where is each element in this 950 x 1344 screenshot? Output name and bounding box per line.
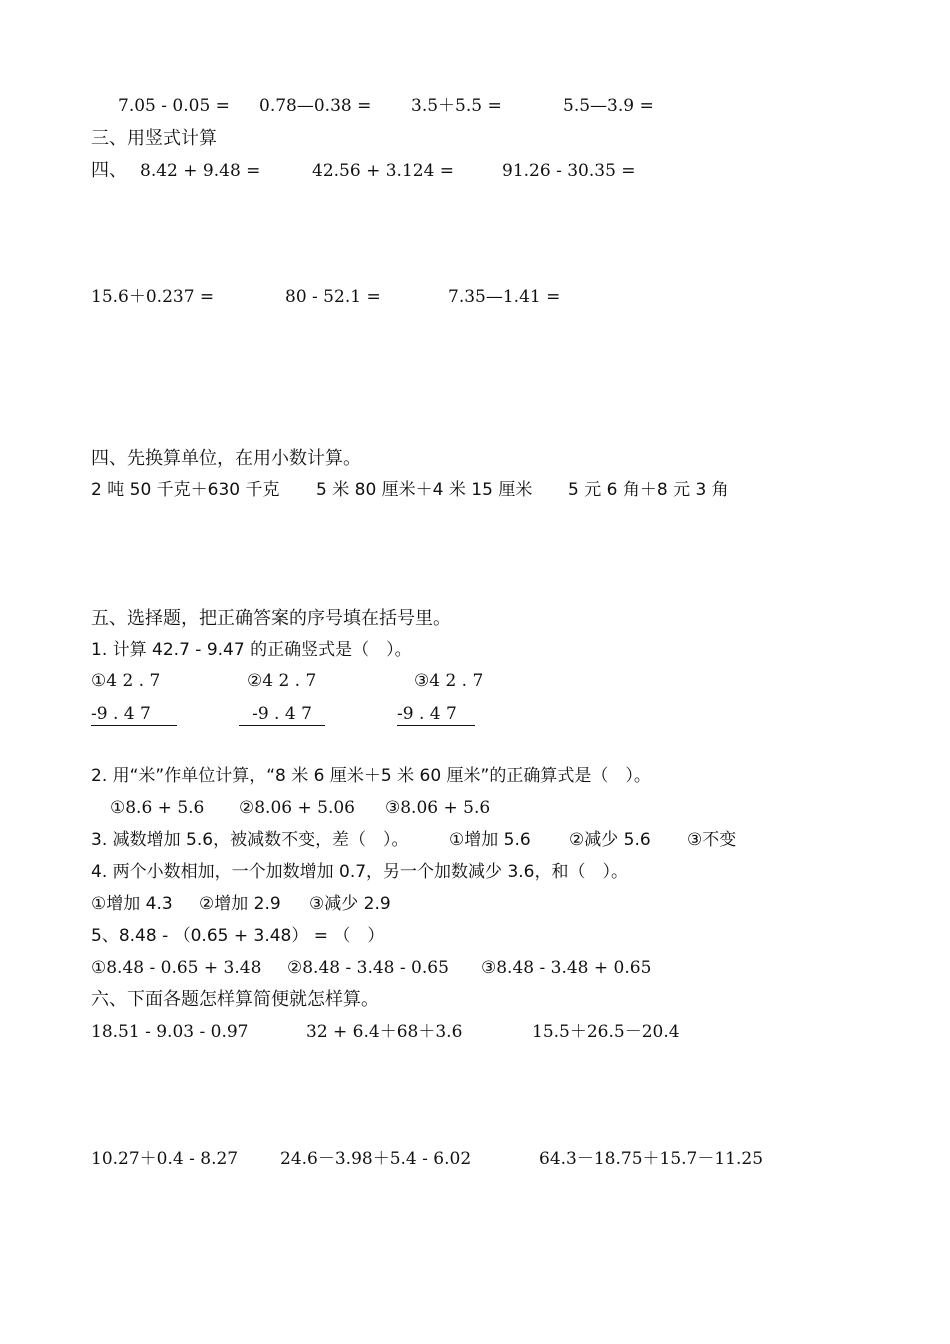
q3-option-3: ③不变 [687, 830, 737, 850]
expr-s3-4: 15.6＋0.237 = [91, 287, 215, 307]
expr-top-3: 3.5＋5.5 = [411, 96, 502, 116]
expr-top-4: 5.5—3.9 = [563, 96, 654, 116]
expr-s3-1: 8.42 + 9.48 = [140, 161, 261, 181]
section-3-title: 三、用竖式计算 [91, 128, 217, 149]
expr-s3-6: 7.35—1.41 = [448, 287, 561, 307]
section-4-title: 四、先换算单位，在用小数计算。 [91, 448, 361, 469]
q5-option-1: ①8.48 - 0.65 + 3.48 [91, 958, 262, 978]
q1-option-2-bottom: -9 . 4 7 [239, 706, 325, 726]
q1-option-1-top: ①4 2 . 7 [91, 671, 161, 691]
question-4: 4. 两个小数相加，一个加数增加 0.7，另一个加数减少 3.6，和（ ）。 [91, 862, 629, 882]
section-3-prefix: 四、 [91, 160, 127, 181]
q2-option-2: ②8.06 + 5.06 [239, 798, 355, 818]
question-3: 3. 减数增加 5.6，被减数不变，差（ ）。 [91, 830, 409, 850]
expr-s6-5: 24.6－3.98＋5.4 - 6.02 [280, 1149, 472, 1169]
expr-s6-3: 15.5＋26.5－20.4 [532, 1022, 680, 1042]
expr-top-1: 7.05 - 0.05 = [118, 96, 230, 116]
q5-option-3: ③8.48 - 3.48 + 0.65 [481, 958, 652, 978]
expr-s3-5: 80 - 52.1 = [285, 287, 381, 307]
q1-option-1-bottom: -9 . 4 7 [91, 706, 177, 726]
q2-option-3: ③8.06 + 5.6 [385, 798, 491, 818]
expr-s6-6: 64.3－18.75＋15.7－11.25 [539, 1149, 764, 1169]
q4-option-2: ②增加 2.9 [199, 894, 281, 914]
unit-item-3: 5 元 6 角＋8 元 3 角 [568, 480, 729, 500]
question-2: 2. 用“米”作单位计算，“8 米 6 厘米＋5 米 60 厘米”的正确算式是（ ）。 [91, 766, 651, 786]
expr-s6-2: 32 + 6.4＋68＋3.6 [306, 1022, 463, 1042]
question-5: 5、8.48 - （0.65 + 3.48） = （ ） [91, 926, 385, 946]
expr-s6-1: 18.51 - 9.03 - 0.97 [91, 1022, 249, 1042]
expr-s6-4: 10.27＋0.4 - 8.27 [91, 1149, 239, 1169]
q2-option-1: ①8.6 + 5.6 [110, 798, 205, 818]
q1-option-3-top: ③4 2 . 7 [414, 671, 484, 691]
unit-item-2: 5 米 80 厘米＋4 米 15 厘米 [316, 480, 533, 500]
expr-top-2: 0.78—0.38 = [259, 96, 372, 116]
q1-option-3-bottom: -9 . 4 7 [397, 706, 475, 726]
q4-option-1: ①增加 4.3 [91, 894, 173, 914]
unit-item-1: 2 吨 50 千克＋630 千克 [91, 480, 280, 500]
expr-s3-2: 42.56 + 3.124 = [312, 161, 455, 181]
q5-option-2: ②8.48 - 3.48 - 0.65 [287, 958, 449, 978]
q4-option-3: ③减少 2.9 [309, 894, 391, 914]
q3-option-2: ②减少 5.6 [569, 830, 651, 850]
expr-s3-3: 91.26 - 30.35 = [502, 161, 636, 181]
section-5-title: 五、选择题，把正确答案的序号填在括号里。 [91, 608, 451, 629]
question-1: 1. 计算 42.7 - 9.47 的正确竖式是（ ）。 [91, 640, 412, 660]
q1-option-2-top: ②4 2 . 7 [247, 671, 317, 691]
section-6-title: 六、下面各题怎样算简便就怎样算。 [91, 989, 379, 1010]
q3-option-1: ①增加 5.6 [449, 830, 531, 850]
